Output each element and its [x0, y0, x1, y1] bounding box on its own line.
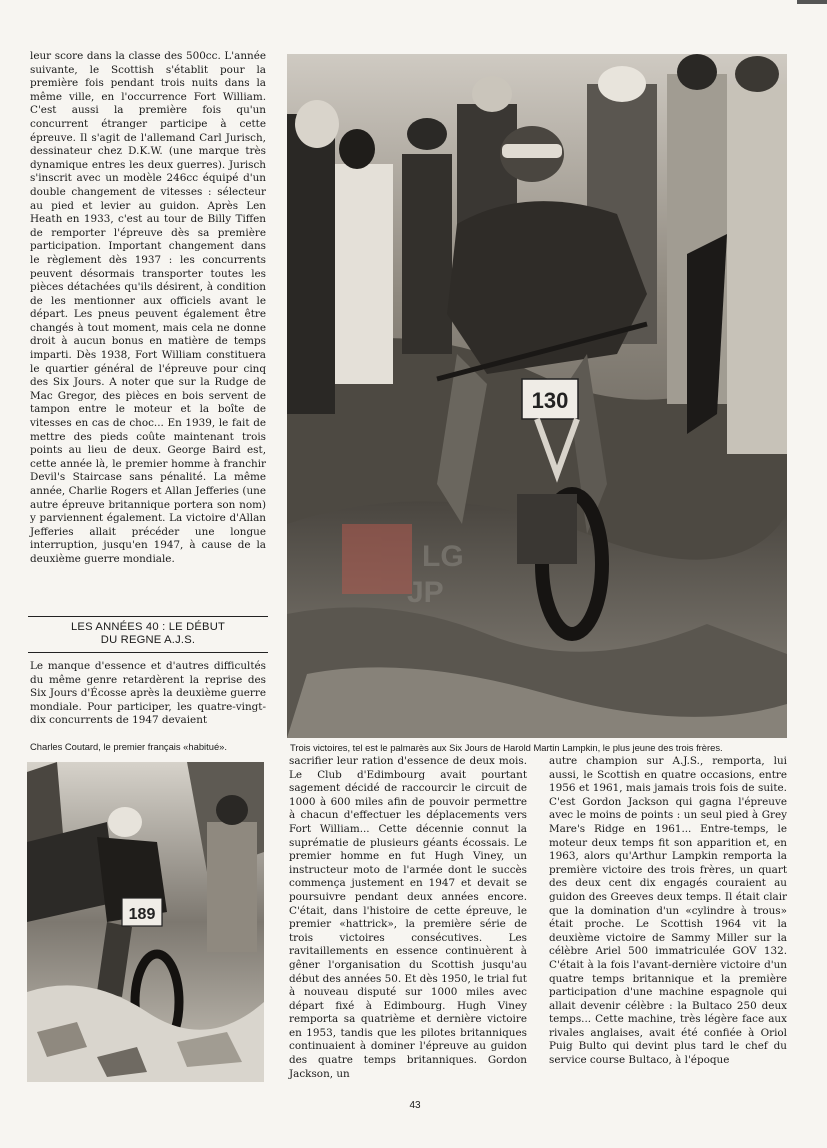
photo-caption-small: Charles Coutard, le premier français «habitué». — [30, 741, 227, 752]
article-column-left-top — [30, 50, 266, 567]
page-number: 43 — [409, 1100, 421, 1111]
section-heading-line: DU REGNE A.J.S. — [100, 634, 196, 646]
article-paragraph: sacrifier leur ration d'essence de deux mois. Le Club d'Edimbourg avait pourtant sagement décidé de raccourcir le circuit de 1000 à 600 miles afin de pouvoir permettre à chacun d'effectuer les déplacements vers Fort William... Cette décennie connut la suprématie de plusieurs géants écossais. Le premier homme en fut Hugh Viney, un instructeur moto de l'armée dont le succès commença justement en 1947 et devait se poursuivre pendant deux années encore. C'était, dans l'histoire de cette épreuve, le premier «hattrick», la première série de trois victoires consécutives. Les ravitaillements en essence continuèrent à gêner l'organisation du Scottish jusqu'au début des années 50. Et dès 1950, le trial fut à nouveau disputé sur 1000 miles avec départ fixé à Edimbourg. Hugh Viney remporta sa quatrième et dernière victoire en 1953, tandis que les pilotes britanniques continuaient à dominer l'épreuve au guidon des quatre temps britanniques. Gordon Jackson, un — [289, 755, 527, 1080]
article-column-left-bottom — [30, 660, 266, 728]
article-paragraph: leur score dans la classe des 500cc. L'année suivante, le Scottish s'établit pour la première fois pendant trois nuits dans la même ville, en l'occurrence Fort William. C'est aussi la première fois qu'un concurrent étranger participe à cette épreuve. Il s'agit de l'allemand Carl Jurisch, dessinateur chez D.K.W. (une marque très dynamique entres les deux guerres). Jurisch s'inscrit avec un modèle 246cc équipé d'un double changement de vitesses : sélecteur au pied et levier au guidon. Après Len Heath en 1933, c'est au tour de Billy Tiffen de remporter l'épreuve dès sa première participation. Important changement dans le règlement dès 1937 : les concurrents peuvent désormais transporter toutes les pièces détachées qu'ils désirent, à condition de les mentionner aux officiels avant le départ. Les pneus peuvent également être changés à tout moment, mais cela ne donne droit à aucun bonus en matière de temps imparti. Dès 1938, Fort William constituera le quartier général de l'épreuve pour cinq des Six Jours. A noter que sur la Rudge de Mac Gregor, des pièces en bois servent de tampon entre le moteur et la boîte de vitesses en cas de choc... En 1939, le fait de mettre des pieds coûte maintenant trois points au lieu de deux. George Baird est, cette année là, le premier homme à franchir Devil's Staircase sans pénalité. La même année, Charlie Rogers et Allan Jefferies (une autre épreuve britannique portera son nom) y parviennent également. La victoire d'Allan Jefferies allait précéder une longue interruption, jusqu'en 1947, à cause de la deuxième guerre mondiale. — [30, 50, 266, 565]
coutard-rider-photo-drawing — [27, 762, 264, 1082]
article-paragraph: autre champion sur A.J.S., remporta, lui aussi, le Scottish en quatre occasions, entre 1956 et 1961, mais jamais trois fois de suite. C'est Gordon Jackson qui gagna l'épreuve avec le moins de points : un seul pied à Grey Mare's Ridge en 1961... Entre-temps, le moteur deux temps fit son apparition et, en 1963, alors qu'Arthur Lampkin remporta la première victoire des trois frères, un quart des deux cent dix engagés couraient au guidon des Greeves deux temps. Il était clair que la domination d'un «cylindre à trous» était proche. Le Scottish 1964 vit la deuxième victoire de Sammy Miller sur la célèbre Ariel 500 immatriculée GOV 132. C'était à la fois l'avant-dernière victoire d'un quatre temps britannique et la première participation d'une machine espagnole qui allait devenir célèbre : la Bultaco 250 deux temps... Cette machine, très légère face aux rivales anglaises, avait été confiée à Oriol Puig Bulto qui devint plus tard le chef du service course Bultaco, à l'époque — [549, 755, 787, 1067]
article-column-right — [549, 755, 787, 1068]
race-number-plate-small: 189 — [128, 906, 156, 923]
article-column-middle — [289, 755, 527, 1081]
page-edge-mark — [797, 0, 827, 4]
coutard-rider-photo — [27, 762, 264, 1082]
watermark-line: LG — [422, 540, 464, 573]
photo-caption-large: Trois victoires, tel est le palmarès aux Six Jours de Harold Martin Lampkin, le plus jeune des trois frères. — [290, 742, 723, 753]
section-heading-line: LES ANNÉES 40 : LE DÉBUT — [70, 621, 226, 633]
trial-rider-photo — [287, 54, 787, 738]
article-paragraph: Le manque d'essence et d'autres difficultés du même genre retardèrent la reprise des Six Jours d'Écosse après la deuxième guerre mondiale. Pour participer, les quatre-vingt-dix concurrents de 1947 devaient — [30, 660, 266, 727]
watermark-line: JP — [407, 576, 444, 609]
trial-rider-photo-drawing — [287, 54, 787, 738]
race-number-plate-large: 130 — [531, 388, 569, 413]
section-heading — [28, 616, 268, 653]
